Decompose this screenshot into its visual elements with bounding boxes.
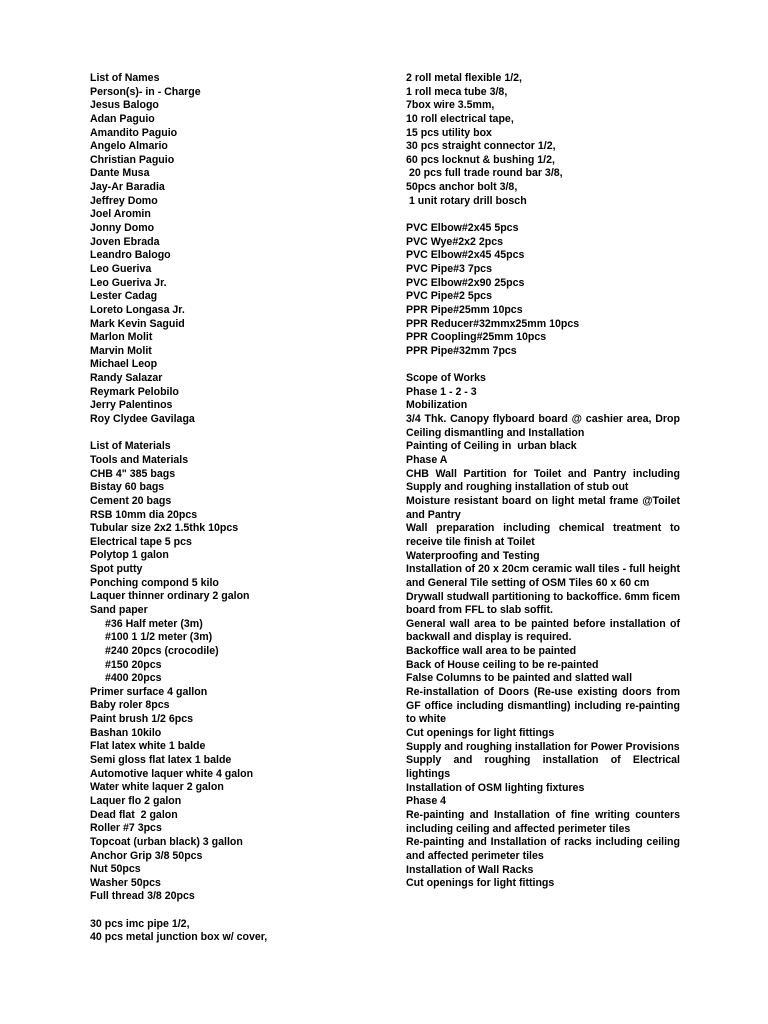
list-item: Reymark Pelobilo (90, 385, 179, 398)
list-item: Polytop 1 galon (90, 549, 169, 562)
list-item: Marvin Molit (90, 344, 152, 357)
scope-item: 3/4 Thk. Canopy flyboard board @ cashier area, Drop Ceiling dismantling and Installation (406, 413, 680, 439)
list-item: 30 pcs straight connector 1/2, (406, 140, 556, 153)
list-item: PVC Wye#2x2 2pcs (406, 235, 503, 248)
list-item: 2 roll metal flexible 1/2, (406, 72, 522, 84)
list-item: CHB 4" 385 bags (90, 467, 176, 480)
phase-a-list (406, 468, 680, 796)
list-item: Waterproofing and Testing (406, 549, 540, 562)
materials-list-b (90, 686, 390, 904)
list-item: Jonny Domo (90, 222, 155, 235)
list-item: PPR Coopling#25mm 10pcs (406, 331, 547, 344)
list-item: Ponching compond 5 kilo (90, 576, 219, 589)
list-item: PVC Pipe#3 7pcs (406, 262, 492, 275)
list-item: False Columns to be painted and slatted wall (406, 672, 633, 685)
list-item: PVC Elbow#2x45 45pcs (406, 249, 525, 262)
materials-heading: List of Materials (90, 440, 171, 453)
list-item: 10 roll electrical tape, (406, 112, 514, 125)
list-item: 30 pcs imc pipe 1/2, (90, 917, 190, 930)
list-item: Re-painting and Installation of fine writing counters including ceiling and affected perimeter tiles (406, 809, 680, 835)
list-item: Full thread 3/8 20pcs (90, 890, 195, 903)
list-item: Dead flat 2 galon (90, 808, 178, 821)
spacer (406, 208, 680, 222)
right-column (406, 72, 680, 891)
phase-123-heading: Phase 1 - 2 - 3 (406, 385, 477, 398)
list-item: #400 20pcs (105, 672, 162, 685)
materials-list-c (90, 918, 390, 945)
list-item: Lester Cadag (90, 290, 158, 303)
spacer (90, 904, 390, 918)
list-item: #100 1 1/2 meter (3m) (105, 631, 213, 644)
list-item: PPR Pipe#25mm 10pcs (406, 303, 523, 316)
list-item: Laquer flo 2 galon (90, 794, 182, 807)
list-item: Tubular size 2x2 1.5thk 10pcs (90, 522, 239, 535)
spacer (406, 358, 680, 372)
list-item: Back of House ceiling to be re-painted (406, 658, 599, 671)
list-item: Cut openings for light fittings (406, 727, 555, 740)
list-item: 1 roll meca tube 3/8, (406, 85, 508, 98)
list-item: Leo Gueriva Jr. (90, 276, 167, 289)
list-item: Leo Gueriva (90, 262, 152, 275)
list-item: Angelo Almario (90, 140, 168, 153)
tools-heading: Tools and Materials (90, 453, 189, 466)
phase-4-list (406, 809, 680, 891)
list-item: PVC Pipe#2 5pcs (406, 290, 492, 303)
list-item: Marlon Molit (90, 331, 153, 344)
list-item: Randy Salazar (90, 372, 163, 385)
list-item: Spot putty (90, 563, 143, 576)
electrical-list (406, 72, 680, 208)
list-item: General wall area to be painted before installation of backwall and display is required. (406, 617, 680, 644)
list-item: Christian Paguio (90, 153, 175, 166)
list-item: 1 unit rotary drill bosch (406, 194, 527, 207)
list-item: Leandro Balogo (90, 249, 171, 262)
list-item: Supply and roughing installation for Power Provisions (406, 740, 680, 753)
list-item: Nut 50pcs (90, 863, 141, 876)
list-item: Roller #7 3pcs (90, 822, 162, 835)
list-item: #240 20pcs (crocodile) (105, 644, 219, 657)
list-item: Re-installation of Doors (Re-use existing doors from GF office including dismantling) including re-painting to white (406, 686, 680, 726)
list-item: 7box wire 3.5mm, (406, 99, 495, 112)
list-item: Bashan 10kilo (90, 726, 162, 739)
list-item: Laquer thinner ordinary 2 galon (90, 590, 250, 603)
list-item: 15 pcs utility box (406, 126, 492, 139)
list-item: Moisture resistant board on light metal frame @Toilet and Pantry (406, 494, 680, 521)
list-item: Loreto Longasa Jr. (90, 303, 185, 316)
names-list (90, 99, 390, 426)
list-item: 40 pcs metal junction box w/ cover, (90, 931, 268, 944)
list-item: Baby roler 8pcs (90, 699, 170, 712)
list-item: Supply and roughing installation of Electrical lightings (406, 754, 680, 781)
persons-heading: Person(s)- in - Charge (90, 85, 201, 98)
list-item: Bistay 60 bags (90, 481, 165, 494)
list-item: Drywall studwall partitioning to backoffice. 6mm ficem board from FFL to slab soffit. (406, 590, 680, 617)
list-item: Jay-Ar Baradia (90, 181, 165, 194)
list-item: Wall preparation including chemical treatment to receive tile finish at Toilet (406, 522, 680, 548)
mobilization-item: Mobilization (406, 399, 468, 412)
left-column (90, 72, 390, 945)
list-item: Jerry Palentinos (90, 399, 173, 412)
list-item: Automotive laquer white 4 galon (90, 767, 254, 780)
list-item: Jesus Balogo (90, 99, 159, 112)
list-item: Michael Leop (90, 358, 158, 371)
scope-item: Painting of Ceiling in urban black (406, 440, 577, 453)
list-item: #36 Half meter (3m) (105, 617, 203, 630)
list-item: Primer surface 4 gallon (90, 685, 208, 698)
list-item: Topcoat (urban black) 3 gallon (90, 835, 243, 848)
spacer (90, 427, 390, 441)
sandpaper-list (90, 618, 390, 686)
list-item: Roy Clydee Gavilaga (90, 413, 195, 426)
names-heading: List of Names (90, 72, 160, 84)
list-item: Anchor Grip 3/8 50pcs (90, 849, 203, 862)
materials-list-a (90, 468, 390, 618)
list-item: PPR Pipe#32mm 7pcs (406, 344, 517, 357)
list-item: 50pcs anchor bolt 3/8, (406, 181, 518, 194)
list-item: Semi gloss flat latex 1 balde (90, 754, 232, 767)
list-item: Jeffrey Domo (90, 194, 158, 207)
list-item: Paint brush 1/2 6pcs (90, 713, 194, 726)
list-item: Backoffice wall area to be painted (406, 645, 577, 658)
phase-a-heading: Phase A (406, 453, 448, 466)
list-item: Washer 50pcs (90, 876, 161, 889)
list-item: 20 pcs full trade round bar 3/8, (406, 167, 563, 180)
list-item: CHB Wall Partition for Toilet and Pantry including Supply and roughing installation of stub out (406, 467, 680, 494)
list-item: Mark Kevin Saguid (90, 317, 185, 330)
list-item: 60 pcs locknut & bushing 1/2, (406, 153, 555, 166)
list-item: #150 20pcs (105, 658, 162, 671)
list-item: Joel Aromin (90, 208, 151, 221)
list-item: PVC Elbow#2x90 25pcs (406, 276, 525, 289)
list-item: Electrical tape 5 pcs (90, 535, 192, 548)
plumbing-list (406, 222, 680, 358)
list-item: Amandito Paguio (90, 126, 178, 139)
list-item: Sand paper (90, 603, 148, 616)
list-item: RSB 10mm dia 20pcs (90, 508, 198, 521)
list-item: PPR Reducer#32mmx25mm 10pcs (406, 317, 580, 330)
list-item: Re-painting and Installation of racks including ceiling and affected perimeter tiles (406, 836, 680, 862)
list-item: Cut openings for light fittings (406, 877, 555, 890)
list-item: Installation of 20 x 20cm ceramic wall tiles - full height and General Tile setting of OSM Tiles 60 x 60 cm (406, 563, 680, 589)
list-item: PVC Elbow#2x45 5pcs (406, 222, 519, 235)
scope-heading: Scope of Works (406, 372, 486, 385)
list-item: Cement 20 bags (90, 494, 172, 507)
list-item: Dante Musa (90, 167, 150, 180)
list-item: Flat latex white 1 balde (90, 740, 206, 753)
list-item: Installation of Wall Racks (406, 863, 534, 876)
list-item: Joven Ebrada (90, 235, 160, 248)
list-item: Installation of OSM lighting fixtures (406, 781, 585, 794)
list-item: Water white laquer 2 galon (90, 781, 224, 794)
list-item: Adan Paguio (90, 112, 155, 125)
phase-4-heading: Phase 4 (406, 795, 447, 808)
